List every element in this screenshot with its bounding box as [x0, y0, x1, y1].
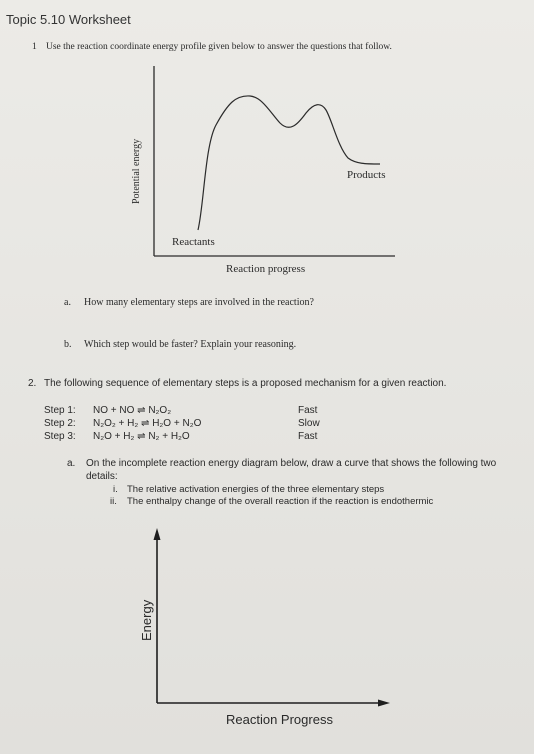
detail-number: ii. — [110, 496, 117, 507]
q2a-text-line2: details: — [86, 471, 118, 482]
detail-number: i. — [113, 484, 118, 495]
products-label: Products — [347, 169, 386, 181]
q1b-text: Which step would be faster? Explain your reasoning. — [84, 339, 297, 350]
q1-prompt: Use the reaction coordinate energy profile given below to answer the questions that follow. — [46, 42, 392, 52]
worksheet-title: Topic 5.10 Worksheet — [6, 12, 131, 27]
step-rate: Fast — [298, 431, 318, 442]
step-equation: N₂O₂ + H₂ ⇌ H₂O + N₂O — [93, 418, 202, 429]
step-equation: N₂O + H₂ ⇌ N₂ + H₂O — [93, 431, 190, 442]
q1b-letter: b. — [64, 339, 72, 350]
step-label: Step 2: — [44, 418, 76, 429]
q1-x-axis-label: Reaction progress — [226, 263, 306, 275]
reactants-label: Reactants — [172, 236, 215, 248]
detail-text: The relative activation energies of the three elementary steps — [127, 484, 385, 495]
q1a-text: How many elementary steps are involved in the reaction? — [84, 297, 314, 308]
q2-x-axis-arrowhead — [378, 700, 390, 707]
q2a-letter: a. — [67, 458, 76, 469]
step-rate: Fast — [298, 405, 318, 416]
q1a-letter: a. — [64, 297, 71, 308]
step-equation: NO + NO ⇌ N₂O₂ — [93, 405, 172, 416]
q2-number: 2. — [28, 378, 37, 389]
step-rate: Slow — [298, 418, 320, 429]
q2a-text-line1: On the incomplete reaction energy diagram below, draw a curve that shows the following two — [86, 458, 497, 469]
q2-x-axis-label: Reaction Progress — [226, 712, 333, 727]
q1-number: 1 — [32, 42, 37, 52]
q2-y-axis-label: Energy — [139, 599, 154, 641]
q2-y-axis-arrowhead — [154, 528, 161, 540]
detail-text: The enthalpy change of the overall reaction if the reaction is endothermic — [127, 496, 434, 507]
step-label: Step 1: — [44, 405, 76, 416]
q2-prompt: The following sequence of elementary steps is a proposed mechanism for a given reaction. — [44, 378, 447, 389]
q1-y-axis-label: Potential energy — [131, 138, 142, 204]
step-label: Step 3: — [44, 431, 76, 442]
